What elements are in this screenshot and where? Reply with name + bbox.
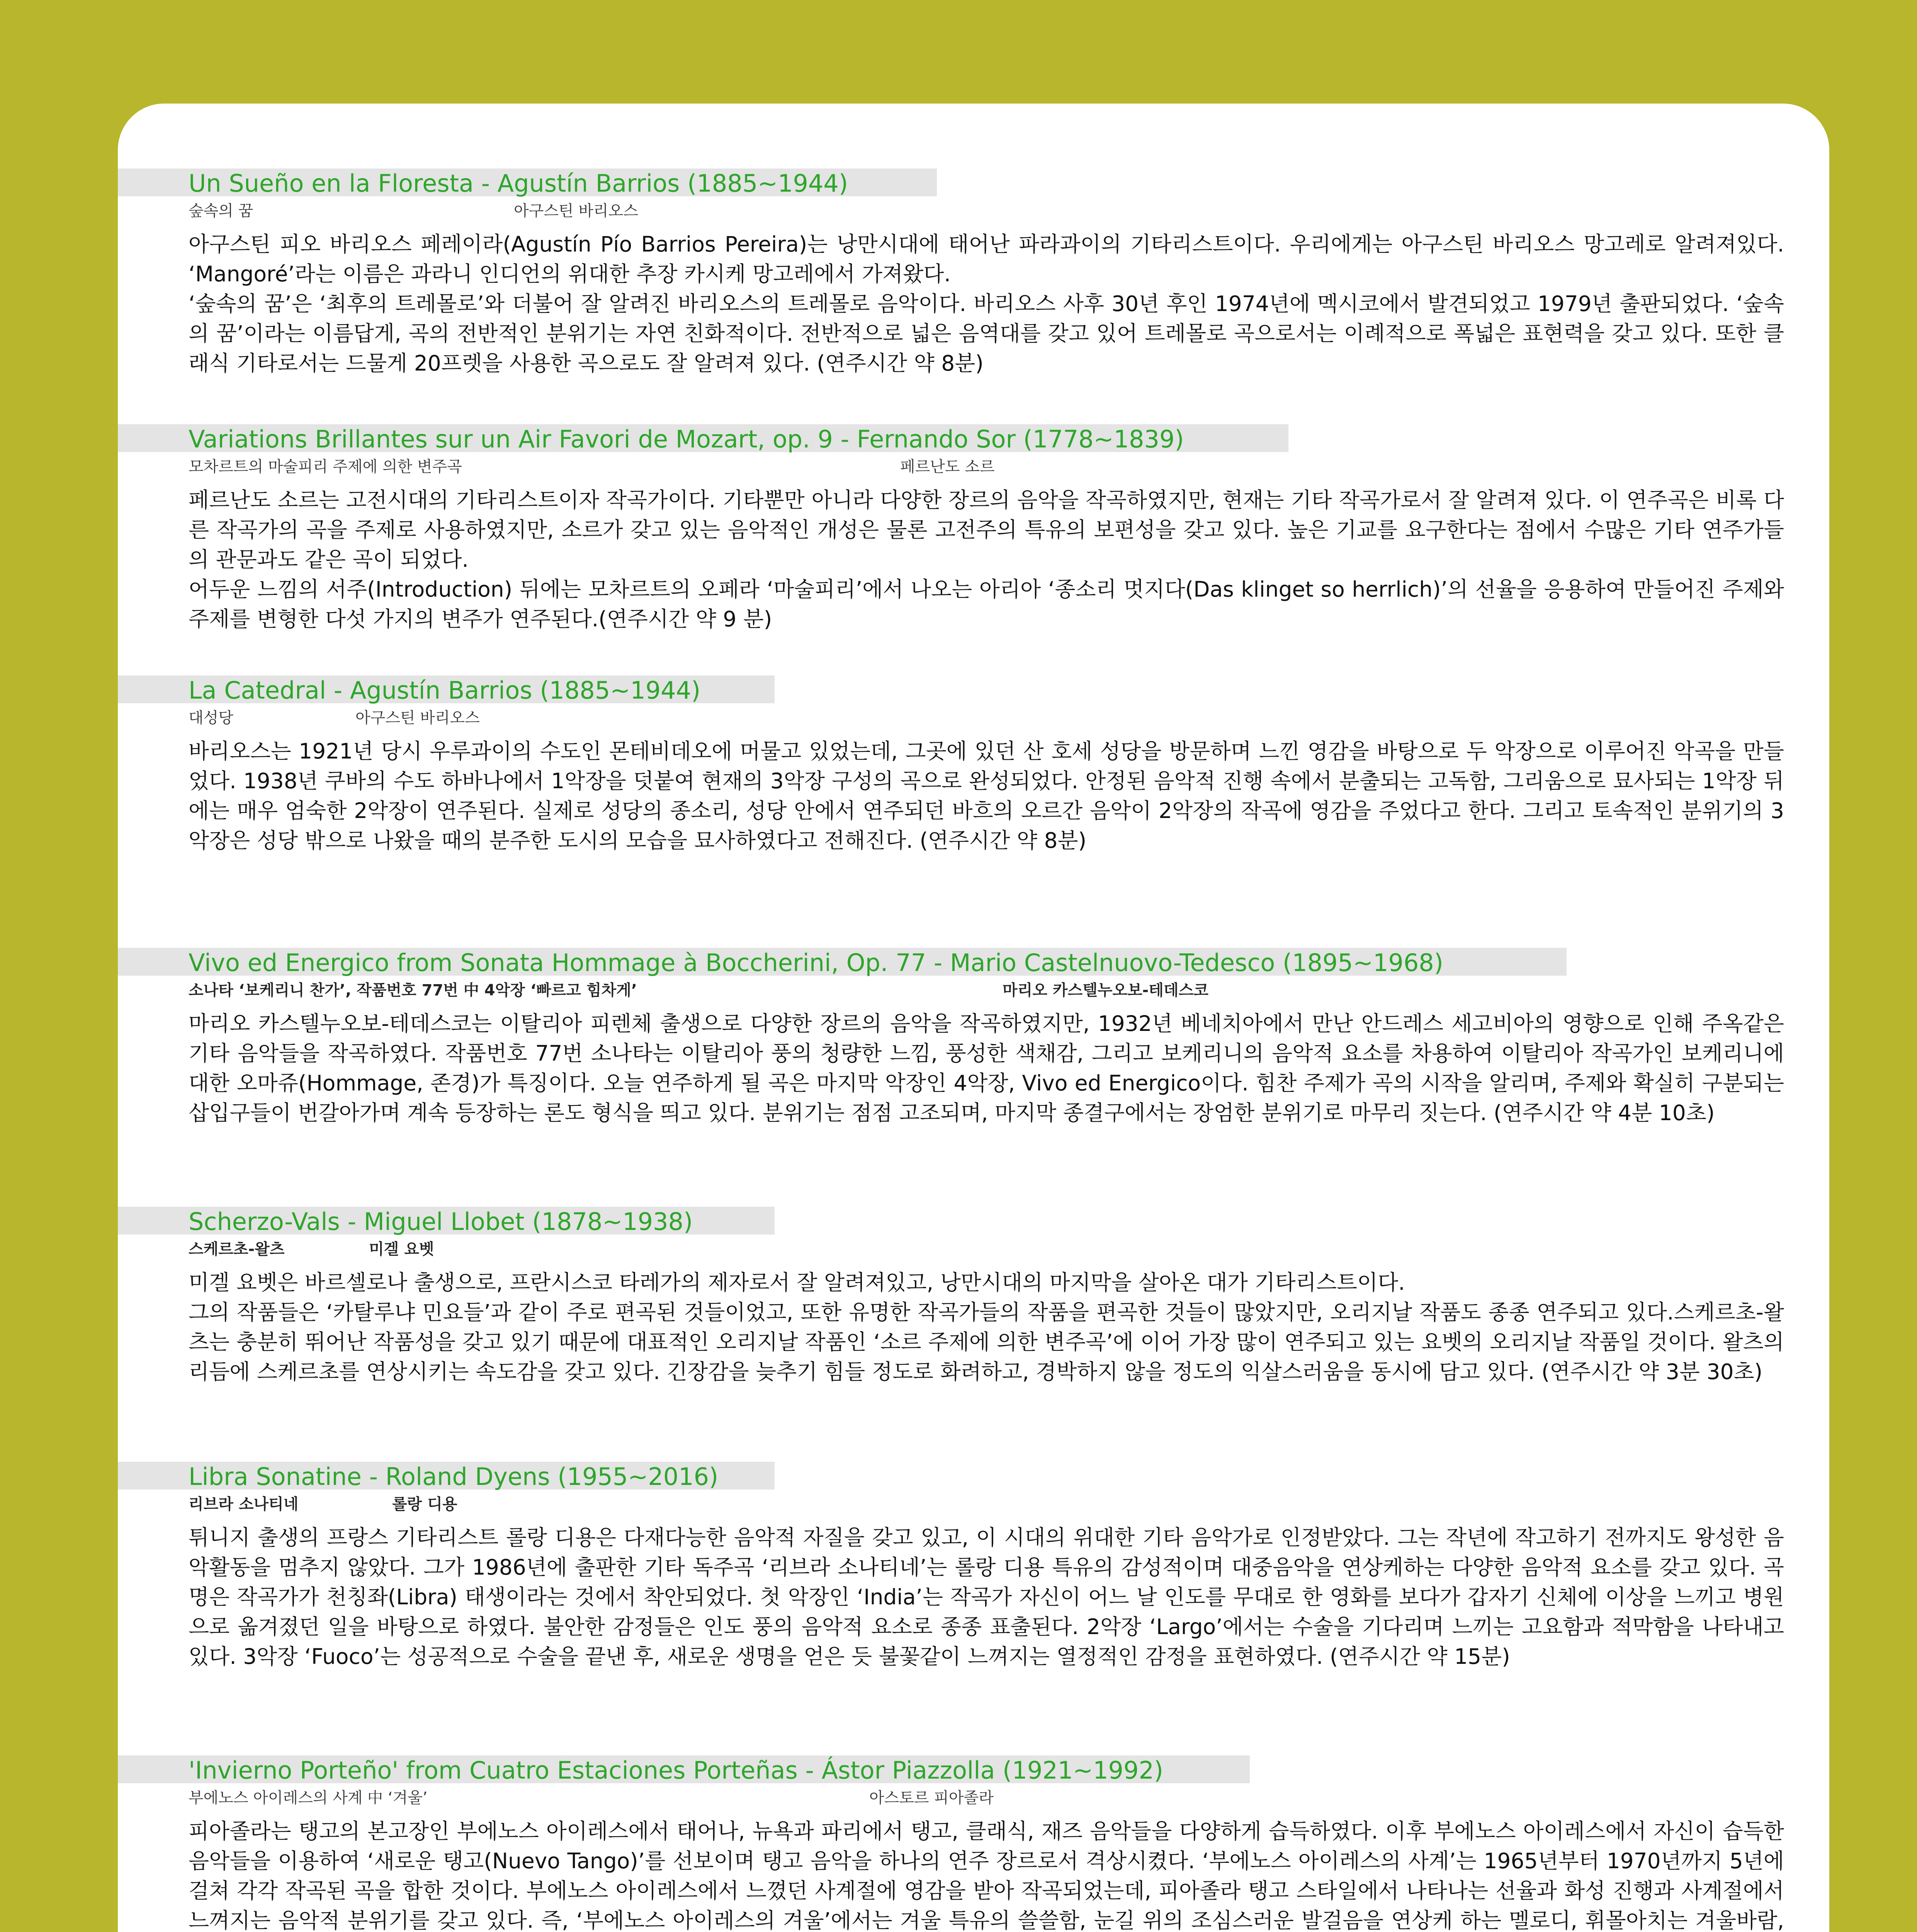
piece-description bbox=[189, 1816, 1784, 1932]
title-bar bbox=[118, 168, 937, 196]
title-bar bbox=[118, 948, 1567, 976]
piece-description bbox=[189, 230, 1784, 378]
piece-title: Vivo ed Energico from Sonata Hommage à Boccherini, Op. 77 - Mario Castelnuovo-Tedesco (1895~1968) bbox=[189, 949, 1443, 977]
piece-3 bbox=[118, 675, 1829, 855]
paragraph: 아구스틴 피오 바리오스 페레이라(Agustín Pío Barrios Pereira)는 낭만시대에 태어난 파라과이의 기타리스트이다. 우리에게는 아구스틴 바리오스 망고레로 알려져있다. ‘Mangoré’라는 이름은 과라니 인디언의 위대한 추장 카시케 망고레에서 가져왔다. bbox=[189, 232, 1784, 286]
composer-korean: 아스토르 피아졸라 bbox=[869, 1789, 994, 1807]
piece-subtitle-korean: 리브라 소나티네 bbox=[189, 1495, 299, 1513]
piece-description bbox=[189, 1268, 1784, 1387]
piece-title: Scherzo-Vals - Miguel Llobet (1878~1938) bbox=[189, 1208, 693, 1236]
composer-korean: 마리오 카스텔누오보-테데스코 bbox=[1003, 981, 1208, 999]
paragraph: 미겔 요벳은 바르셀로나 출생으로, 프란시스코 타레가의 제자로서 잘 알려져있고, 낭만시대의 마지막을 살아온 대가 기타리스트이다. bbox=[189, 1270, 1405, 1295]
piece-subtitle-korean: 스케르초-왈츠 bbox=[189, 1240, 285, 1258]
piece-subtitle-korean: 부에노스 아이레스의 사계 中 ‘겨울’ bbox=[189, 1789, 428, 1807]
piece-subtitle-korean: 숲속의 꿈 bbox=[189, 202, 253, 220]
title-bar bbox=[118, 1207, 775, 1235]
composer-korean: 페르난도 소르 bbox=[900, 458, 995, 476]
piece-1 bbox=[118, 168, 1829, 378]
piece-description bbox=[189, 485, 1784, 634]
paragraph: 마리오 카스텔누오보-테데스코는 이탈리아 피렌체 출생으로 다양한 장르의 음악을 작곡하였지만, 1932년 베네치아에서 만난 안드레스 세고비아의 영향으로 인해 주옥같은 기타 음악들을 작곡하였다. 작품번호 77번 소나타는 이탈리아 풍의 청량한 느낌, 풍성한 색채감, 그리고 보케리니의 음악적 요소를 차용하여 이탈리아 작곡가인 보케리니에 대한 오마쥬(Hommage, 존경)가 특징이다. 오늘 연주하게 될 곡은 마지막 악장인 4악장, Vivo ed Energico이다. 힘찬 주제가 곡의 시작을 알리며, 주제와 확실히 구분되는 삽입구들이 번갈아가며 계속 등장하는 론도 형식을 띄고 있다. 분위기는 점점 고조되며, 마지막 종결구에서는 장엄한 분위기로 마무리 짓는다. (연주시간 약 4분 10초) bbox=[189, 1011, 1784, 1125]
title-bar bbox=[118, 675, 775, 703]
paragraph: 바리오스는 1921년 당시 우루과이의 수도인 몬테비데오에 머물고 있었는데, 그곳에 있던 산 호세 성당을 방문하며 느낀 영감을 바탕으로 두 악장으로 이루어진 악곡을 만들었다. 1938년 쿠바의 수도 하바나에서 1악장을 덧붙여 현재의 3악장 구성의 곡으로 완성되었다. 안정된 음악적 진행 속에서 분출되는 고독함, 그리움으로 묘사되는 1악장 뒤에는 매우 엄숙한 2악장이 연주된다. 실제로 성당의 종소리, 성당 안에서 연주되던 바흐의 오르간 음악이 2악장의 작곡에 영감을 주었다고 한다. 그리고 토속적인 분위기의 3악장은 성당 밖으로 나왔을 때의 분주한 도시의 모습을 묘사하였다고 전해진다. (연주시간 약 8분) bbox=[189, 739, 1784, 853]
piece-4 bbox=[118, 948, 1829, 1128]
paragraph: 그의 작품들은 ‘카탈루냐 민요들’과 같이 주로 편곡된 것들이었고, 또한 유명한 작곡가들의 작품을 편곡한 것들이 많았지만, 오리지날 작품도 종종 연주되고 있다.스케르초-왈츠는 충분히 뛰어난 작품성을 갖고 있기 때문에 대표적인 오리지날 작품인 ‘소르 주제에 의한 변주곡’에 이어 가장 많이 연주되고 있는 요벳의 오리지날 작품일 것이다. 왈츠의 리듬에 스케르초를 연상시키는 속도감을 갖고 있다. 긴장감을 늦추기 힘들 정도로 화려하고, 경박하지 않을 정도의 익살스러움을 동시에 담고 있다. (연주시간 약 3분 30초) bbox=[189, 1300, 1784, 1384]
piece-title: 'Invierno Porteño' from Cuatro Estaciones Porteñas - Ástor Piazzolla (1921~1992) bbox=[189, 1756, 1164, 1784]
composer-korean: 롤랑 디용 bbox=[392, 1495, 457, 1513]
paragraph: 피아졸라는 탱고의 본고장인 부에노스 아이레스에서 태어나, 뉴욕과 파리에서 탱고, 클래식, 재즈 음악들을 다양하게 습득하였다. 이후 부에노스 아이레스에서 자신이 습득한 음악들을 이용하여 ‘새로운 탱고(Nuevo Tango)’를 선보이며 탱고 음악을 하나의 연주 장르로서 격상시켰다. ‘부에노스 아이레스의 사계’는 1965년부터 1970년까지 5년에 걸쳐 각각 작곡된 곡을 합한 것이다. 부에노스 아이레스에서 느꼈던 사계절에 영감을 받아 작곡되었는데, 피아졸라 탱고 스타일에서 나타나는 선율과 화성 진행과 사계절에서 느껴지는 음악적 분위기를 갖고 있다. 즉, ‘부에노스 아이레스의 겨울’에서는 겨울 특유의 쓸쓸함, 눈길 위의 조심스러운 발걸음을 연상케 하는 멜로디, 휘몰아치는 겨울바람, bbox=[189, 1819, 1784, 1932]
program-panel bbox=[118, 104, 1829, 1932]
piece-description bbox=[189, 736, 1784, 855]
paragraph: 튀니지 출생의 프랑스 기타리스트 롤랑 디용은 다재다능한 음악적 자질을 갖고 있고, 이 시대의 위대한 기타 음악가로 인정받았다. 그는 작년에 작고하기 전까지도 왕성한 음악활동을 멈추지 않았다. 그가 1986년에 출판한 기타 독주곡 ‘리브라 소나티네’는 롤랑 디용 특유의 감성적이며 대중음악을 연상케하는 다양한 음악적 요소를 갖고 있다. 곡명은 작곡가가 천칭좌(Libra) 태생이라는 것에서 착안되었다. 첫 악장인 ‘India’는 작곡가 자신이 어느 날 인도를 무대로 한 영화를 보다가 갑자기 신체에 이상을 느끼고 병원으로 옮겨졌던 일을 바탕으로 하였다. 불안한 감정들은 인도 풍의 음악적 요소로 종종 표출된다. 2악장 ‘Largo’에서는 수술을 기다리며 느끼는 고요함과 적막함을 나타내고 있다. 3악장 ‘Fuoco’는 성공적으로 수술을 끝낸 후, 새로운 생명을 얻은 듯 불꽃같이 느껴지는 열정적인 감정을 표현하였다. (연주시간 약 15분) bbox=[189, 1525, 1784, 1669]
piece-subtitle-korean: 모차르트의 마술피리 주제에 의한 변주곡 bbox=[189, 458, 462, 476]
piece-description bbox=[189, 1009, 1784, 1128]
piece-2 bbox=[118, 424, 1829, 634]
piece-title: Libra Sonatine - Roland Dyens (1955~2016) bbox=[189, 1463, 719, 1491]
title-bar bbox=[118, 424, 1288, 452]
piece-7 bbox=[118, 1755, 1829, 1932]
piece-subtitle-korean: 소나타 ‘보케리니 찬가’, 작품번호 77번 中 4악장 ‘빠르고 힘차게’ bbox=[189, 981, 637, 999]
composer-korean: 아구스틴 바리오스 bbox=[514, 202, 638, 220]
piece-title: Variations Brillantes sur un Air Favori de Mozart, op. 9 - Fernando Sor (1778~1839) bbox=[189, 425, 1184, 453]
title-bar bbox=[118, 1462, 775, 1490]
piece-6 bbox=[118, 1462, 1829, 1672]
piece-title: Un Sueño en la Floresta - Agustín Barrios (1885~1944) bbox=[189, 169, 848, 197]
composer-korean: 미겔 요벳 bbox=[369, 1240, 434, 1258]
composer-korean: 아구스틴 바리오스 bbox=[355, 709, 480, 727]
piece-subtitle-korean: 대성당 bbox=[189, 709, 233, 727]
piece-title: La Catedral - Agustín Barrios (1885~1944) bbox=[189, 676, 701, 704]
paragraph: 어두운 느낌의 서주(Introduction) 뒤에는 모차르트의 오페라 ‘마술피리’에서 나오는 아리아 ‘종소리 멋지다(Das klinget so herrlich)’의 선율을 응용하여 만들어진 주제와 주제를 변형한 다섯 가지의 변주가 연주된다.(연주시간 약 9 분) bbox=[189, 577, 1784, 631]
paragraph: ‘숲속의 꿈’은 ‘최후의 트레몰로’와 더불어 잘 알려진 바리오스의 트레몰로 음악이다. 바리오스 사후 30년 후인 1974년에 멕시코에서 발견되었고 1979년 출판되었다. ‘숲속의 꿈’이라는 이름답게, 곡의 전반적인 분위기는 자연 친화적이다. 전반적으로 넓은 음역대를 갖고 있어 트레몰로 곡으로서는 이례적으로 폭넓은 표현력을 갖고 있다. 또한 클래식 기타로서는 드물게 20프렛을 사용한 곡으로도 잘 알려져 있다. (연주시간 약 8분) bbox=[189, 291, 1784, 376]
piece-description bbox=[189, 1523, 1784, 1672]
title-bar bbox=[118, 1755, 1250, 1783]
piece-5 bbox=[118, 1207, 1829, 1387]
paragraph: 페르난도 소르는 고전시대의 기타리스트이자 작곡가이다. 기타뿐만 아니라 다양한 장르의 음악을 작곡하였지만, 현재는 기타 작곡가로서 잘 알려져 있다. 이 연주곡은 비록 다른 작곡가의 곡을 주제로 사용하였지만, 소르가 갖고 있는 음악적인 개성은 물론 고전주의 특유의 보편성을 갖고 있다. 높은 기교를 요구한다는 점에서 수많은 기타 연주가들의 관문과도 같은 곡이 되었다. bbox=[189, 488, 1784, 572]
